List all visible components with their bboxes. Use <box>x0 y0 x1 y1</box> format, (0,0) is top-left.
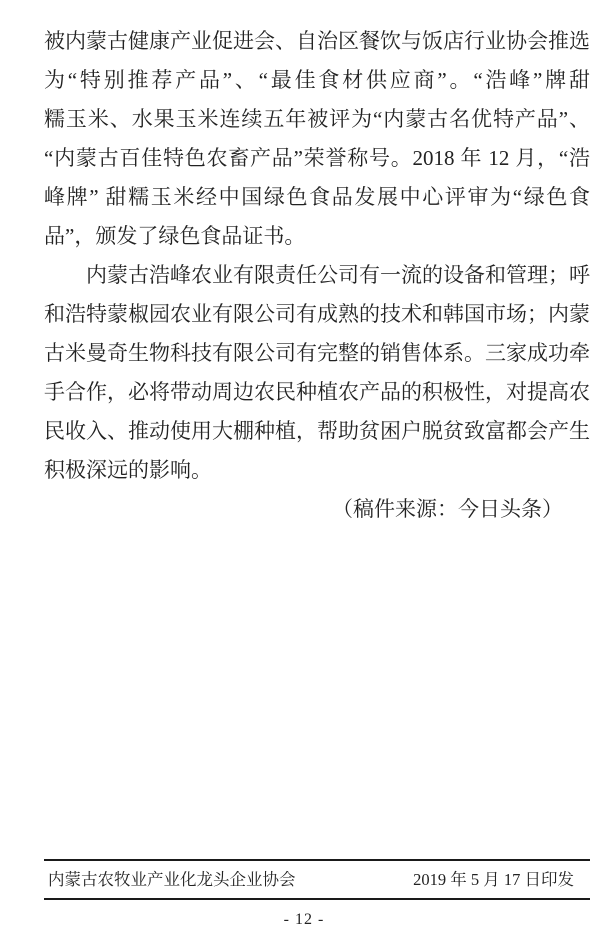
text-line: 民收入、推动使用大棚种植，帮助贫困户脱贫致富都会产生 <box>44 419 590 443</box>
attribution-line: （稿件来源：今日头条） <box>332 497 563 521</box>
text-line: 品”，颁发了绿色食品证书。 <box>44 224 306 248</box>
text-line: “内蒙古百佳特色农畜产品”荣誉称号。2018 年 12 月，“浩 <box>44 146 590 170</box>
footer-rule-bottom <box>44 898 590 900</box>
footer-print-date: 2019 年 5 月 17 日印发 <box>413 870 574 889</box>
text-line: 积极深远的影响。 <box>44 458 212 482</box>
paragraph-2 <box>44 256 590 490</box>
footer-issuer: 内蒙古农牧业产业化龙头企业协会 <box>48 870 296 889</box>
text-line: 被内蒙古健康产业促进会、自治区餐饮与饭店行业协会推选 <box>44 29 590 53</box>
text-line: 糯玉米、水果玉米连续五年被评为“内蒙古名优特产品”、 <box>44 107 590 131</box>
text-line: 内蒙古浩峰农业有限责任公司有一流的设备和管理；呼 <box>86 263 590 287</box>
document-body <box>44 22 590 529</box>
text-line: 和浩特蒙椒园农业有限公司有成熟的技术和韩国市场；内蒙 <box>44 302 590 326</box>
text-line: 手合作，必将带动周边农民种植农产品的积极性，对提高农 <box>44 380 590 404</box>
text-line: 峰牌” 甜糯玉米经中国绿色食品发展中心评审为“绿色食 <box>44 185 590 209</box>
page-number: - 12 - <box>283 911 325 928</box>
paragraph-1 <box>44 22 590 256</box>
footer-row <box>44 866 590 894</box>
text-line: 为“特别推荐产品”、“最佳食材供应商”。“浩峰”牌甜 <box>44 68 590 92</box>
text-line: 古米曼奇生物科技有限公司有完整的销售体系。三家成功牵 <box>44 341 590 365</box>
footer-rule-top <box>44 859 590 861</box>
